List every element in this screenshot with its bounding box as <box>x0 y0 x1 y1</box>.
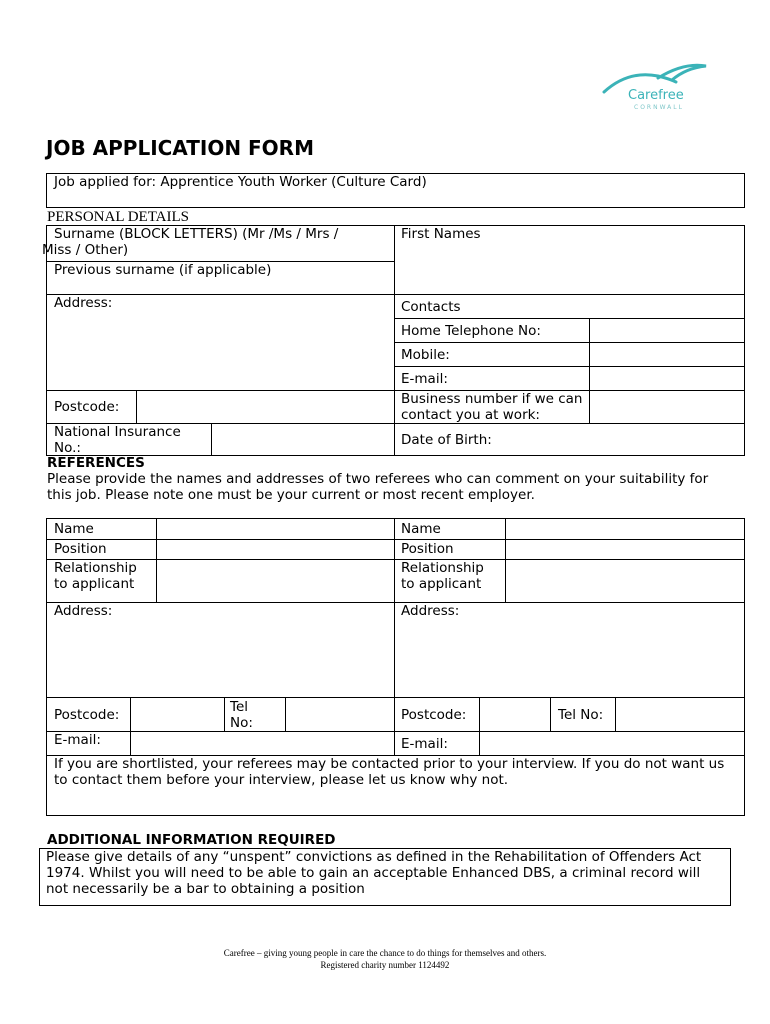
ref2-name-input[interactable] <box>507 520 743 538</box>
ref1-relationship-label: Relationship to applicant <box>54 560 137 592</box>
national-insurance-input[interactable] <box>213 425 393 455</box>
page-title: JOB APPLICATION FORM <box>46 136 314 160</box>
additional-info-heading: ADDITIONAL INFORMATION REQUIRED <box>47 832 336 848</box>
references-heading: REFERENCES <box>47 455 145 471</box>
ref2-position-input[interactable] <box>507 541 743 558</box>
first-names-label: First Names <box>401 226 481 242</box>
ref2-name-label: Name <box>401 521 441 537</box>
business-number-input[interactable] <box>591 392 743 422</box>
ref2-tel-input[interactable] <box>617 699 743 730</box>
ref2-tel-label: Tel No: <box>558 707 604 723</box>
ref2-postcode-input[interactable] <box>481 699 549 730</box>
date-of-birth-label: Date of Birth: <box>401 432 492 448</box>
ref2-postcode-label: Postcode: <box>401 707 467 723</box>
mobile-label: Mobile: <box>401 347 450 363</box>
ref1-email-input[interactable] <box>132 733 392 754</box>
footer-charity-number: Registered charity number 1124492 <box>320 960 450 970</box>
ref2-relationship-input[interactable] <box>507 561 743 601</box>
previous-surname-label: Previous surname (if applicable) <box>54 262 272 278</box>
ref1-position-label: Position <box>54 541 107 557</box>
ref1-address-input[interactable] <box>48 620 392 696</box>
ref2-email-label: E-mail: <box>401 736 448 752</box>
postcode-input[interactable] <box>138 392 393 422</box>
ref2-address-label: Address: <box>401 603 460 619</box>
ref1-email-label: E-mail: <box>54 732 101 748</box>
ref2-relationship-label: Relationship to applicant <box>401 560 484 592</box>
email-label: E-mail: <box>401 371 448 387</box>
national-insurance-label: National Insurance No.: <box>54 424 181 456</box>
postcode-label: Postcode: <box>54 399 120 415</box>
home-telephone-label: Home Telephone No: <box>401 323 541 339</box>
ref1-postcode-label: Postcode: <box>54 707 120 723</box>
address-input[interactable] <box>48 312 392 388</box>
ref1-address-label: Address: <box>54 603 113 619</box>
ref1-postcode-input[interactable] <box>132 699 223 730</box>
ref1-tel-input[interactable] <box>287 699 392 730</box>
logo-name: Carefree <box>628 88 684 103</box>
job-applied-label: Job applied for: Apprentice Youth Worker (Culture Card) <box>54 174 427 190</box>
ref1-position-input[interactable] <box>158 541 392 558</box>
ref1-name-label: Name <box>54 521 94 537</box>
footer-tagline: Carefree – giving young people in care the chance to do things for themselves and others. <box>223 948 547 958</box>
ref2-position-label: Position <box>401 541 454 557</box>
contacts-label: Contacts <box>401 299 461 315</box>
additional-info-text: Please give details of any “unspent” convictions as defined in the Rehabilitation of Offenders Act 1974. Whilst you will need to be able to gain an acceptable Enhanced DBS, a criminal record will not necessarily be a bar to obtaining a position <box>46 849 702 897</box>
address-label: Address: <box>54 295 113 311</box>
ref2-address-input[interactable] <box>396 620 743 696</box>
logo-region: CORNWALL <box>634 104 684 111</box>
business-number-label: Business number if we can contact you at work: <box>401 391 583 423</box>
email-input[interactable] <box>591 368 743 389</box>
ref2-email-input[interactable] <box>481 733 743 754</box>
personal-details-heading: PERSONAL DETAILS <box>47 209 189 225</box>
ref1-relationship-input[interactable] <box>158 561 392 601</box>
ref1-tel-label: Tel No: <box>230 699 253 731</box>
references-intro: Please provide the names and addresses of two referees who can comment on your suitability for this job. Please note one must be your current or most recent employer. <box>47 471 709 503</box>
ref1-name-input[interactable] <box>158 520 392 538</box>
referee-contact-note: If you are shortlisted, your referees may be contacted prior to your interview. If you do not want us to contact them before your interview, please let us know why not. <box>54 756 725 788</box>
mobile-input[interactable] <box>591 344 743 365</box>
surname-label: Surname (BLOCK LETTERS) (Mr /Ms / Mrs / Miss / Other) <box>42 226 339 256</box>
carefree-logo <box>588 52 724 136</box>
home-telephone-input[interactable] <box>591 320 743 341</box>
first-names-input[interactable] <box>396 244 743 292</box>
